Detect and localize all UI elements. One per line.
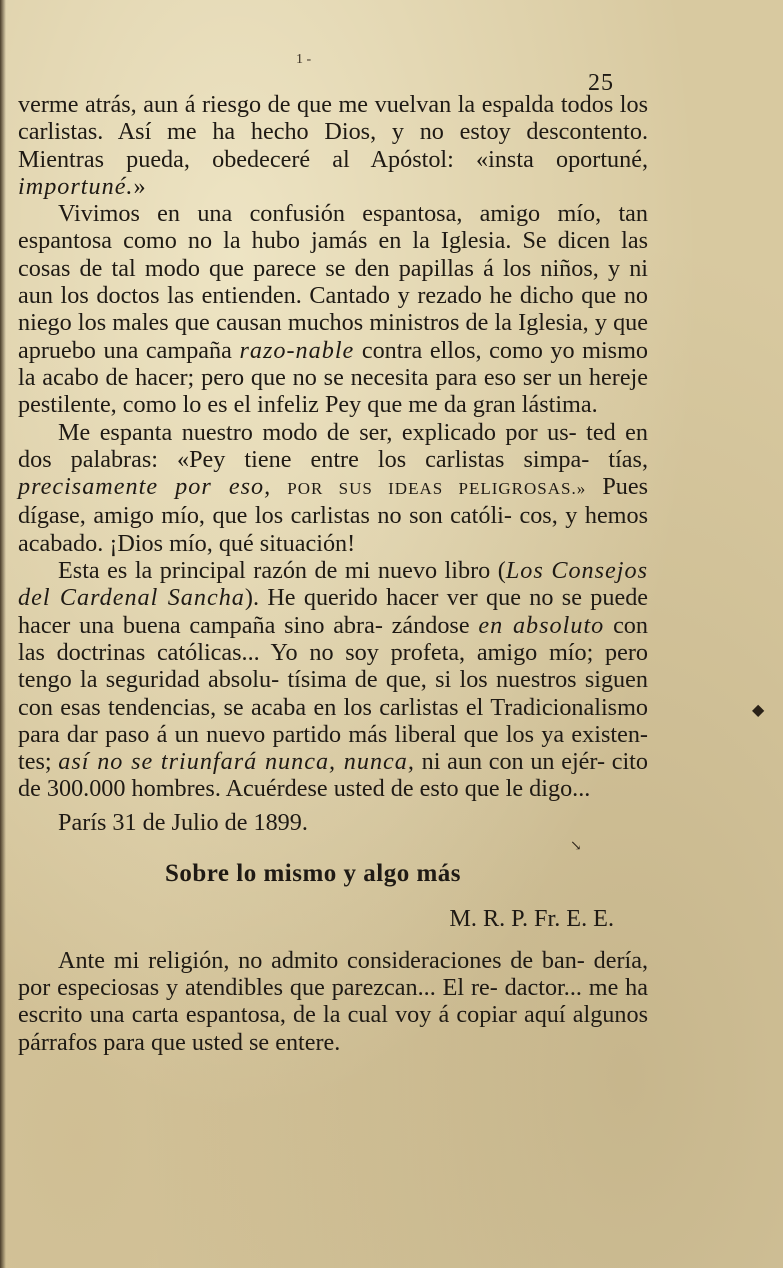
- body-text: [18, 91, 648, 1056]
- paragraph-4: Esta es la principal razón de mi nuevo libro (Los Consejos del Cardenal Sancha). He querido hacer ver que no se puede hacer una buena campaña sino abra- zándose en absoluto con las doctrinas católicas... Yo no soy profeta, amigo mío; pero tengo la seguridad absolu- tísima de que, si los nuestros siguen con esas tendencias, se acaba en los carlistas el Tradicionalismo para dar paso á un nuevo partido más liberal que los ya existen- tes; así no se triunfará nunca, nunca, ni aun con un ejér- cito de 300.000 hombres. Acuérdese usted de esto que le digo...: [18, 557, 649, 803]
- page-spine-shadow: [0, 0, 6, 1268]
- page-number: 25: [588, 70, 614, 96]
- paragraph-5: Ante mi religión, no admito consideraciones de ban- dería, por especiosas y atendibles que parezcan... El re- dactor... me ha escrito una carta espantosa, de la cual voy á copiar aquí algunos párrafos para que usted se entere.: [18, 946, 649, 1056]
- paragraph-3: Me espanta nuestro modo de ser, explicado por us- ted en dos palabras: «Pey tiene entre los carlistas simpa- tías, precisamente por eso, POR SUS IDEAS PELIGROSAS.» Pues dígase, amigo mío, que los carlistas no son católi- cos, y hemos acabado. ¡Dios mío, qué situación!: [18, 418, 649, 557]
- paragraph-1: verme atrás, aun á riesgo de que me vuelvan la espalda todos los carlistas. Así me ha hecho Dios, y no estoy descontento. Mientras pueda, obedeceré al Apóstol: «insta oportuné, importuné.»: [18, 91, 649, 200]
- margin-tick-icon: ↘: [570, 839, 582, 854]
- section-title: Sobre lo mismo y algo más: [164, 860, 462, 888]
- margin-ornament-icon: ◆: [752, 702, 765, 719]
- header-mark: 1 -: [296, 52, 312, 67]
- paragraph-2: Vivimos en una confusión espantosa, amigo mío, tan espantosa como no la hubo jamás en la Iglesia. Se dicen las cosas de tal modo que parece se den papillas á los niños, y ni aun los doctos las entienden. Cantado y rezado he dicho que no niego los males que causan muchos ministros de la Iglesia, y que apruebo una campaña razo-nable contra ellos, como yo mismo la acabo de hacer; pero que no se necesita para eso ser un hereje pestilente, como lo es el infeliz Pey que me da gran lástima.: [18, 200, 649, 419]
- place-date: París 31 de Julio de 1899.: [58, 808, 308, 836]
- addressee: M. R. P. Fr. E. E.: [449, 905, 614, 933]
